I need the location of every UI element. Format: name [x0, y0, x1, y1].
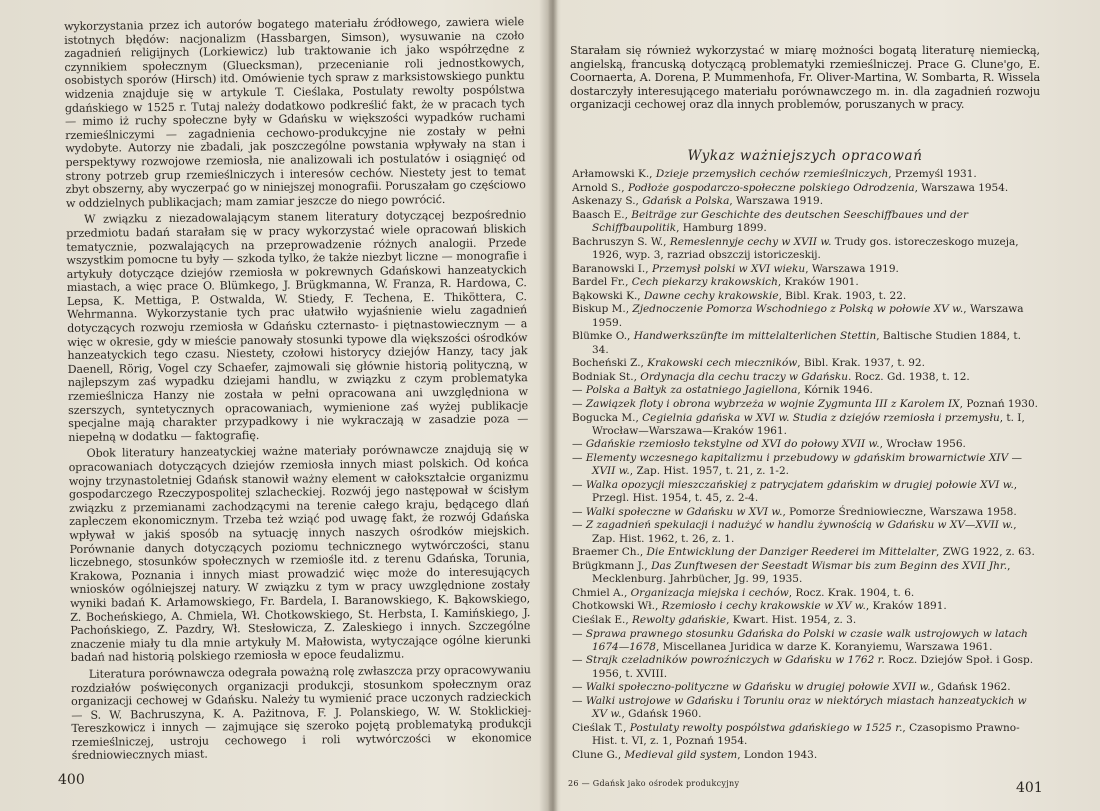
- paragraph: Literatura porównawcza odegrała poważną rolę zwłaszcza przy opracowywaniu rozdziałów poświęconych organizacji produkcji, stosunkom społecznym oraz organizacji cechowej w Gdańsku. Należy tu wymienić prace uczonych radzieckich — S. W. Bachruszyna, K. A. Pażitnova, F. J. Polanskiego, W. W. Stoklickiej-Tereszkowicz i innych — zajmujące się szeroko pojętą problematyką produkcji rzemieślniczej, ustroju cechowego i roli wytwórczości w ekonomice średniowiecznych miast.: [70, 663, 532, 763]
- bibliography-entry: [572, 236, 1040, 263]
- bibliography-details: Rocz. Dziejów Społ. i Gosp. 1956, t. XVIII.: [592, 654, 1034, 680]
- bibliography-author: Baasch E.,: [572, 208, 632, 221]
- bibliography-details: , Poznań 1930.: [959, 397, 1038, 410]
- bibliography-author: —: [572, 438, 586, 451]
- paragraph: Starałam się również wykorzystać w miarę możności bogatą literaturę niemiecką, angielską, francuską dotyczącą problematyki rzemieślniczej. Prace G. Clune'go, E. Coornaerta, A. Dorena, P. Mummenhofa, Fr. Oliver-Martina, W. Sombarta, R. Wissela dostarczyły interesującego materiału porównawczego m. in. dla zagadnień rozwoju organizacji cechowej oraz dla innych problemów, poruszanych w pracy.: [570, 44, 1040, 112]
- bibliography-author: —: [572, 519, 586, 532]
- bibliography-title: Z zagadnień spekulacji i nadużyć w handlu żywnością w Gdańsku w XV—XVII w.: [585, 519, 1014, 532]
- bibliography-title: Elementy wczesnego kapitalizmu i przebudowy w gdańskim browarnictwie XIV — XVII w.: [585, 451, 1022, 478]
- bibliography-title: Walka opozycji mieszczańskiej z patrycjatem gdańskim w drugiej połowie XVI w.: [585, 478, 1014, 491]
- bibliography-entry: [572, 506, 1040, 519]
- bibliography-title: Walki społeczno-polityczne w Gdańsku w drugiej połowie XVII w.: [585, 681, 931, 694]
- bibliography-author: Cieślak E.,: [572, 613, 632, 626]
- bibliography-author: —: [572, 478, 586, 491]
- bibliography-author: —: [572, 627, 586, 640]
- bibliography-entry: [572, 695, 1040, 722]
- page-number: 401: [1016, 780, 1043, 796]
- bibliography-entry: [572, 371, 1040, 384]
- bibliography-title: Postulaty rewolty pospólstwa gdańskiego w 1525 r.: [629, 721, 903, 734]
- bibliography-details: , Kwart. Hist. 1954, z. 3.: [726, 613, 857, 626]
- paragraph: wykorzystania przez ich autorów bogatego materiału źródłowego, zawiera wiele istotnych błędów: nacjonalizm (Hassbargen, Simson), wysuwanie na czoło zagadnień religijnych (Lorkiewicz) lub traktowanie ich jako współrzędne z czynnikiem społecznym (Gluecksman), przecenianie roli jednostkowych, osobistych sporów (Hirsch) itd. Omówienie tych spraw z marksistowskiego punktu widzenia znajduje się w artykule T. Cieślaka, Postulaty rewolty pospólstwa gdańskiego w 1525 r. Tutaj należy dodatkowo podkreślić fakt, że w pracach tych — mimo iż ruchy społeczne były w Gdańsku w większości wypadków ruchami rzemieślniczymi — zagadnienia cechowo-produkcyjne nie zostały w pełni wydobyte. Autorzy nie zbadali, jak poszczególne powstania wpływały na stan i perspektywy rozwojowe rzemiosła, nie analizowali ich postulatów i osiągnięć od strony potrzeb grup rzemieślniczych i interesów cechów. Niestety jest to temat zbyt obszerny, aby wyczerpać go w niniejszej monografii. Poruszałam go częściowo w oddzielnych publikacjach; mam zamiar jeszcze do niego powrócić.: [64, 15, 526, 210]
- bibliography-details: , Bibl. Krak. 1937, t. 92.: [797, 357, 925, 370]
- bibliography-details: , ZWG 1922, z. 63.: [936, 546, 1035, 559]
- bibliography-details: Trudy gos. istoreczeskogo muzeja, 1926, wyp. 3, razriad obszczij istoriczeskij.: [592, 235, 1019, 261]
- bibliography-title: Gdańsk a Polska: [642, 195, 730, 208]
- bibliography-author: Bogucka M.,: [572, 411, 643, 424]
- bibliography-author: Cieślak T.,: [572, 721, 630, 734]
- bibliography-title: Rewolty gdańskie: [632, 613, 727, 626]
- bibliography-entry: [572, 614, 1040, 627]
- bibliography-entry: [572, 749, 1040, 762]
- bibliography-entry: [572, 168, 1040, 181]
- bibliography-entry: [572, 276, 1040, 289]
- bibliography-entry: [572, 209, 1040, 236]
- bibliography-details: , Kraków 1901.: [777, 276, 859, 289]
- bibliography-details: , Gdańsk 1960.: [621, 708, 702, 721]
- bibliography-title: Sprawa prawnego stosunku Gdańska do Polski w czasie walk ustrojowych w latach 1674—1678: [585, 627, 1028, 653]
- bibliography-entry: [572, 330, 1040, 357]
- bibliography-author: Baranowski I.,: [572, 262, 652, 275]
- bibliography-title: Rzemiosło i cechy krakowskie w XV w.: [661, 600, 866, 613]
- bibliography-author: —: [572, 384, 586, 397]
- bibliography-entry: [572, 290, 1040, 303]
- bibliography-details: , Kórnik 1946.: [797, 384, 873, 397]
- bibliography-details: , Baltische Studien 1884, t. 34.: [592, 330, 1021, 356]
- paragraph: Obok literatury hanzeatyckiej ważne materiały porównawcze znajdują się w opracowaniach dotyczących dziejów rzemiosła innych miast polskich. Od końca wojny trzynastoletniej Gdańsk stanowił ważny element w całokształcie organizmu gospodarczego Rzeczypospolitej szlacheckiej. Rozwój jego następował w ścisłym związku z przemianami zachodzącymi na terenie całego kraju, będącego dlań zapleczem ekonomicznym. Trzeba też wziąć pod uwagę fakt, że rozwój Gdańska wpływał w jakiś sposób na sytuację innych naszych ośrodków miejskich. Porównanie danych dotyczących poziomu technicznego wytwórczości, stanu liczebnego, stosunków społecznych w rzemiośle itd. z terenu Gdańska, Torunia, Krakowa, Poznania i innych miast prowadzić więc może do interesujących wniosków ogólniejszej natury. W związku z tym w pracy uwzględnione zostały wyniki badań K. Arłamowskiego, Fr. Bardela, I. Baranowskiego, K. Bąkowskiego, Z. Bocheńskiego, A. Chmiela, Wł. Chotkowskiego, St. Herbsta, I. Kamińskiego, J. Pachońskiego, Z. Pazdry, Wł. Stesłowicza, Z. Zaleskiego i innych. Szczególne znaczenie miały tu dla mnie artykuły M. Małowista, wytyczające ogólne kierunki badań nad historią polskiego rzemiosła w epoce feudalizmu.: [68, 442, 531, 665]
- section-heading: Wykaz ważniejszych opracowań: [687, 148, 923, 164]
- bibliography-title: Przemysł polski w XVI wieku: [651, 262, 806, 275]
- bibliography-details: , Kraków 1891.: [865, 600, 947, 613]
- bibliography-title: Dawne cechy krakowskie: [643, 289, 779, 302]
- paragraph: W związku z niezadowalającym stanem literatury dotyczącej bezpośrednio przedmiotu badań starałam się w pracy wykorzystać wiele opracowań bliskich tematycznie, pozwalających na przeprowadzenie różnych analogii. Przede wszystkim pomocne tu były — szkoda tylko, że także niezbyt liczne — monografie i artykuły dotyczące dziejów rzemiosła w pokrewnych Gdańskowi hanzeatyckich miastach, a więc prace O. Blümkego, J. Brügkmanna, W. Franza, R. Hardowa, C. Lepsa, K. Mettiga, P. Ostwalda, W. Stiedy, F. Techena, E. Thiköttera, C. Wehrmanna. Wykorzystanie tych prac ułatwiło wyjaśnienie wielu zagadnień dotyczących rozwoju rzemiosła w Gdańsku czternasto- i piętnastowiecznym — a więc w okresie, gdy w mieście panowały stosunki typowe dla większości ośrodków hanzeatyckich tego czasu. Niestety, czołowi historycy dziejów Hanzy, tacy jak Daenell, Rörig, Vogel czy Schaefer, zajmowali się głównie historią polityczną, w najlepszym zaś wypadku dziejami handlu, w związku z czym problematyka rzemieślnicza Hanzy nie została w pełni opracowana ani uwzględniona w szerszych, syntetycznych opracowaniach, wymienione zaś wyżej publikacje specjalne mają charakter przypadkowy i nie wykraczają w zasadzie poza — niepełną w dodatku — faktografię.: [66, 208, 529, 444]
- bibliography-details: , Czasopismo Prawno-Hist. t. VI, z. 1, Poznań 1954.: [592, 721, 1020, 748]
- bibliography-title: Remeslennyje cechy w XVII w.: [669, 235, 832, 248]
- bibliography-details: , Zap. Hist. 1957, t. 21, z. 1-2.: [629, 465, 789, 478]
- bibliography-entry: [572, 182, 1040, 195]
- bibliography-author: Bachruszyn S. W.,: [572, 235, 670, 248]
- bibliography-details: , Rocz. Krak. 1904, t. 6.: [788, 586, 915, 599]
- bibliography-title: Cegielnia gdańska w XVI w. Studia z dziejów rzemiosła i przemysłu: [642, 411, 1000, 424]
- left-page-text: [64, 15, 532, 766]
- bibliography-details: , Warszawa 1959.: [592, 303, 1024, 329]
- bibliography-details: , Warszawa 1919.: [729, 195, 824, 208]
- bibliography-title: Podłoże gospodarczo-społeczne polskiego Odrodzenia: [627, 181, 915, 194]
- bibliography-entry: [572, 479, 1040, 506]
- bibliography-entry: [572, 357, 1040, 370]
- bibliography-author: —: [572, 451, 586, 464]
- bibliography-title: Gdańskie rzemiosło tekstylne od XVI do połowy XVII w.: [585, 438, 880, 451]
- bibliography-entry: [572, 654, 1040, 681]
- bibliography-entry: [572, 452, 1040, 479]
- bibliography-details: , t. I, Wrocław—Warszawa—Kraków 1961.: [592, 411, 1025, 437]
- bibliography-entry: [572, 263, 1040, 276]
- bibliography-details: , Miscellanea Juridica w darze K. Koranyiemu, Warszawa 1961.: [655, 640, 993, 653]
- bibliography-author: Biskup M.,: [572, 303, 633, 316]
- bibliography-author: —: [572, 654, 586, 667]
- bibliography-details: , Mecklenburg. Jahrbücher, Jg. 99, 1935.: [592, 559, 1011, 586]
- bibliography-details: , Przegl. Hist. 1954, t. 45, z. 2-4.: [592, 478, 1018, 505]
- right-page: [552, 0, 1100, 811]
- bibliography-details: , Przemyśl 1931.: [888, 168, 977, 180]
- bibliography-author: Brügkmann J.,: [572, 559, 652, 572]
- bibliography-author: —: [572, 694, 586, 707]
- bibliography-title: Ordynacja dla cechu traczy w Gdańsku: [640, 370, 848, 383]
- bibliography-author: Bąkowski K.,: [572, 289, 644, 302]
- bibliography-entry: [572, 722, 1040, 749]
- bibliography-author: Askenazy S.,: [572, 195, 643, 208]
- bibliography-details: , Zap. Hist. 1962, t. 26, z. 1.: [592, 519, 1017, 545]
- bibliography-entry: [572, 398, 1040, 411]
- bibliography-entry: [572, 438, 1040, 451]
- bibliography-title: Walki ustrojowe w Gdańsku i Toruniu oraz w niektórych miastach hanzeatyckich w XV w.: [585, 694, 1027, 721]
- bibliography-author: —: [572, 397, 586, 410]
- bibliography-entry: [572, 587, 1040, 600]
- bibliography-title: Zawiązek floty i obrona wybrzeża w wojnie Zygmunta III z Karolem IX: [585, 397, 960, 410]
- intro-paragraph: [570, 44, 1040, 115]
- bibliography-details: . Rocz. Gd. 1938, t. 12.: [847, 370, 970, 383]
- bibliography-author: Chotkowski Wł.,: [572, 600, 662, 613]
- bibliography-title: Medieval gild system: [624, 748, 738, 761]
- bibliography-details: , Pomorze Średniowieczne, Warszawa 1958.: [782, 505, 1017, 518]
- bibliography-author: Bocheński Z.,: [572, 357, 648, 370]
- bibliography-details: , Bibl. Krak. 1903, t. 22.: [778, 289, 907, 302]
- bibliography-author: —: [572, 505, 586, 518]
- bibliography-details: , Hamburg 1899.: [676, 222, 767, 235]
- bibliography-title: Dzieje przemysłich cechów rzemieślniczych: [655, 168, 889, 180]
- bibliography-entry: [572, 681, 1040, 694]
- bibliography-details: , London 1943.: [737, 748, 818, 761]
- bibliography-author: Arnold S.,: [572, 181, 628, 194]
- bibliography-author: Arłamowski K.,: [572, 168, 656, 180]
- bibliography-list: [572, 168, 1040, 762]
- bibliography-details: , Gdańsk 1962.: [930, 681, 1011, 694]
- bibliography-author: Blümke O.,: [572, 330, 634, 343]
- bibliography-entry: [572, 628, 1040, 655]
- bibliography-title: Das Zunftwesen der Seestadt Wismar bis zum Beginn des XVII Jhr.: [651, 559, 1008, 572]
- bibliography-entry: [572, 195, 1040, 208]
- bibliography-author: —: [572, 681, 586, 694]
- bibliography-entry: [572, 384, 1040, 397]
- bibliography-author: Chmiel A.,: [572, 586, 631, 599]
- bibliography-entry: [572, 412, 1040, 439]
- bibliography-author: Bardel Fr.,: [572, 276, 632, 289]
- page-number: 400: [58, 772, 85, 788]
- bibliography-title: Polska a Bałtyk za ostatniego Jagiellona: [585, 384, 798, 397]
- bibliography-author: Clune G.,: [572, 748, 625, 761]
- bibliography-details: , Wrocław 1956.: [879, 438, 966, 451]
- running-footer: 26 — Gdańsk jako ośrodek produkcyjny: [568, 779, 740, 788]
- bibliography-author: Braemer Ch.,: [572, 546, 647, 559]
- bibliography-details: , Warszawa 1954.: [914, 181, 1009, 194]
- bibliography-entry: [572, 519, 1040, 546]
- bibliography-entry: [572, 560, 1040, 587]
- bibliography-title: Zjednoczenie Pomorza Wschodniego z Polską w połowie XV w.: [632, 303, 964, 316]
- bibliography-title: Cech piekarzy krakowskich: [631, 276, 778, 289]
- bibliography-title: Organizacja miejska i cechów: [630, 586, 789, 599]
- bibliography-title: Walki społeczne w Gdańsku w XVI w.: [585, 505, 783, 518]
- bibliography-entry: [572, 546, 1040, 559]
- bibliography-author: Bodniak St.,: [572, 370, 641, 383]
- bibliography-title: Krakowski cech mieczników: [647, 357, 798, 370]
- bibliography-entry: [572, 303, 1040, 330]
- bibliography-title: Beiträge zur Geschichte des deutschen Seeschiffbaues und der Schiffbaupolitik: [592, 208, 969, 235]
- bibliography-title: Handwerkszünfte im mittelalterlichen Stettin: [633, 330, 877, 343]
- bibliography-details: , Warszawa 1919.: [805, 262, 899, 275]
- bibliography-title: Die Entwicklung der Danziger Reederei im Mittelalter: [646, 546, 937, 559]
- bibliography-entry: [572, 600, 1040, 613]
- bibliography-title: Strajk czeladników powroźniczych w Gdańsku w 1762 r.: [585, 654, 885, 667]
